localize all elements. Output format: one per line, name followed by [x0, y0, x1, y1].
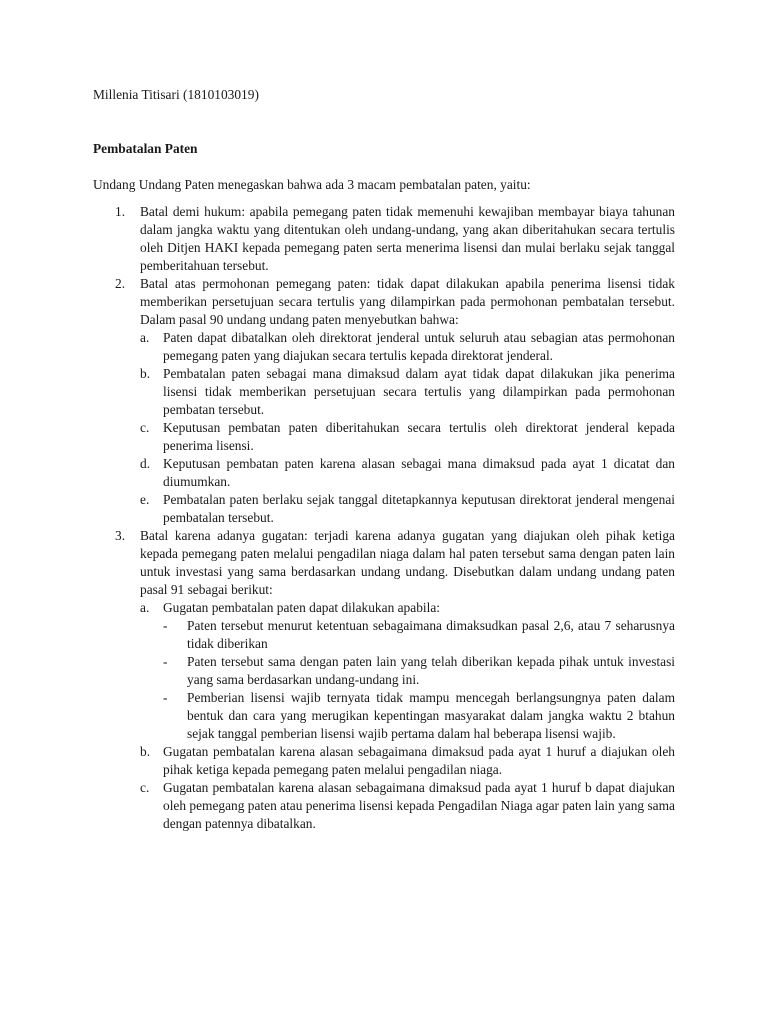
sublist-item-text: Keputusan pembatan paten diberitahukan secara tertulis oleh direktorat jenderal kepada penerima lisensi.: [163, 420, 675, 453]
sublist-marker: a.: [140, 330, 150, 345]
list-item-text: Batal atas permohonan pemegang paten: tidak dapat dilakukan apabila penerima lisensi tidak memberikan persetujuan secara tertulis yang dilampirkan pada permohonan pembatalan tersebut. Dalam pasal 90 undang undang paten menyebutkan bahwa:: [140, 276, 675, 327]
sublist-pasal-91: [140, 599, 675, 833]
dash-item-text: Paten tersebut menurut ketentuan sebagaimana dimaksudkan pasal 2,6, atau 7 seharusnya tidak diberikan: [187, 618, 675, 651]
list-marker: 1.: [115, 204, 126, 219]
dash-item-text: Pemberian lisensi wajib ternyata tidak mampu mencegah berlangsungnya paten dalam bentuk dan cara yang merugikan kepentingan masyarakat dalam jangka waktu 2 btahun sejak tanggal pemberian lisensi wajib pertama dalam hal beberapa lisensi wajib.: [187, 690, 675, 741]
dash-marker: -: [163, 654, 168, 669]
sublist-item-a: [140, 599, 675, 743]
sublist-item-text: Gugatan pembatalan paten dapat dilakukan apabila:: [163, 600, 440, 615]
section-heading: Pembatalan Paten: [93, 141, 198, 156]
list-item-text: Batal karena adanya gugatan: terjadi karena adanya gugatan yang diajukan oleh pihak ketiga kepada pemegang paten melalui pengadilan niaga dalam hal paten tersebut sama dengan paten lain untuk investasi yang sama berdasarkan undang undang. Disebutkan dalam undang undang paten pasal 91 sebagai berikut:: [140, 528, 675, 597]
list-marker: 2.: [115, 276, 126, 291]
sublist-marker: e.: [140, 492, 150, 507]
list-marker: 3.: [115, 528, 126, 543]
dash-marker: -: [163, 690, 168, 705]
dash-item: [163, 689, 675, 743]
dash-list: [163, 617, 675, 743]
intro-paragraph: Undang Undang Paten menegaskan bahwa ada 3 macam pembatalan paten, yaitu:: [93, 177, 531, 192]
author-line: Millenia Titisari (1810103019): [93, 87, 259, 102]
dash-item-text: Paten tersebut sama dengan paten lain yang telah diberikan kepada pihak untuk investasi yang sama berdasarkan undang-undang ini.: [187, 654, 675, 687]
sublist-item-text: Gugatan pembatalan karena alasan sebagaimana dimaksud pada ayat 1 huruf a diajukan oleh pihak ketiga kepada pemegang paten melalui pengadilan niaga.: [163, 744, 675, 777]
sublist-item-a: [140, 329, 675, 365]
sublist-marker: a.: [140, 600, 150, 615]
sublist-item-text: Pembatalan paten sebagai mana dimaksud dalam ayat tidak dapat dilakukan jika penerima lisensi tidak memberikan persetujuan secara tertulis yang dilampirkan pada permohonan pembatan tersebut.: [163, 366, 675, 417]
sublist-marker: c.: [140, 420, 150, 435]
sublist-item-text: Keputusan pembatan paten karena alasan sebagai mana dimaksud pada ayat 1 dicatat dan diumumkan.: [163, 456, 675, 489]
dash-item: [163, 653, 675, 689]
sublist-marker: c.: [140, 780, 150, 795]
sublist-item-c: [140, 419, 675, 455]
sublist-item-text: Paten dapat dibatalkan oleh direktorat jenderal untuk seluruh atau sebagian atas permohonan pemegang paten yang diajukan secara tertulis kepada direktorat jenderal.: [163, 330, 675, 363]
sublist-item-text: Gugatan pembatalan karena alasan sebagaimana dimaksud pada ayat 1 huruf b dapat diajukan oleh pemegang paten atau penerima lisensi kepada Pengadilan Niaga agar paten lain yang sama dengan patennya dibatalkan.: [163, 780, 675, 831]
sublist-item-b: [140, 743, 675, 779]
sublist-item-b: [140, 365, 675, 419]
sublist-pasal-90: [140, 329, 675, 527]
cancellation-types-list: [93, 203, 675, 833]
sublist-marker: b.: [140, 366, 151, 381]
dash-item: [163, 617, 675, 653]
list-item-3: [93, 527, 675, 833]
sublist-marker: b.: [140, 744, 151, 759]
document-body: [93, 86, 675, 833]
sublist-item-c: [140, 779, 675, 833]
sublist-marker: d.: [140, 456, 151, 471]
sublist-item-e: [140, 491, 675, 527]
list-item-text: Batal demi hukum: apabila pemegang paten tidak memenuhi kewajiban membayar biaya tahunan dalam jangka waktu yang ditentukan oleh undang-undang, yang akan diberitahukan secara tertulis oleh Ditjen HAKI kepada pemegang paten serta menerima lisensi dan mulai berlaku sejak tanggal pemberitahuan tersebut.: [140, 204, 675, 273]
sublist-item-d: [140, 455, 675, 491]
dash-marker: -: [163, 618, 168, 633]
list-item-2: [93, 275, 675, 527]
sublist-item-text: Pembatalan paten berlaku sejak tanggal ditetapkannya keputusan direktorat jenderal mengenai pembatalan tersebut.: [163, 492, 675, 525]
list-item-1: [93, 203, 675, 275]
